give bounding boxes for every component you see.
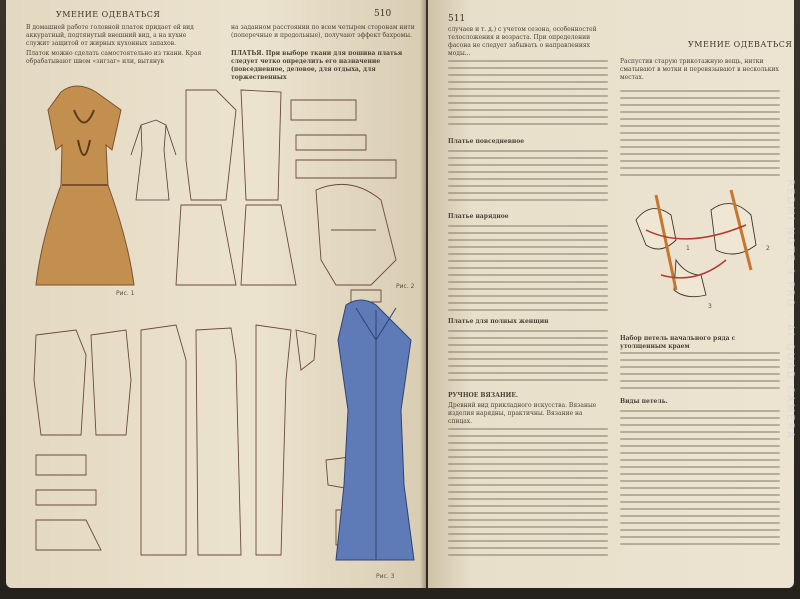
left-page — [6, 0, 426, 588]
vyazanie-text: Древний вид прикладного искусства. Вязаные изделия нарядны, практичны. Вязание на спицах. — [448, 402, 597, 425]
nabor-text-block — [620, 352, 780, 394]
vidy-text-block — [620, 410, 780, 550]
right-col1-text-block — [448, 60, 608, 130]
left-page-header: УМЕНИЕ ОДЕВАТЬСЯ — [56, 10, 161, 19]
watermark-line1: REDMI NOTE 9 PRO — [785, 179, 796, 309]
left-intro-text: В домашней работе головной платок придает ей вид аккуратный, подтянутый внешний вид, а на кухне служит защитой от жирных кухонных запахов. — [26, 24, 194, 47]
fig-3-label: Рис. 3 — [376, 573, 395, 580]
right-col1-intro: случаев и т. д.) с учетом сезона, особенностей телосложения и возраста. При определении фасона не следует забывать о направлениях моды... — [448, 26, 597, 57]
knit-fig-2-label: 2 — [766, 245, 770, 252]
dress-sketch-1 — [131, 120, 176, 200]
povsednevnoe-text-block — [448, 150, 608, 206]
vidy-heading: Виды петель. — [620, 398, 668, 405]
right-col2-text-block — [620, 90, 780, 181]
fig-2-label: Рис. 2 — [396, 283, 415, 290]
dress-figure-1 — [36, 86, 134, 285]
knit-fig-3-label: 3 — [708, 303, 712, 310]
camera-watermark: REDMI NOTE 9 PRO · AI QUAD CAMERA — [785, 179, 796, 440]
right-page-header: УМЕНИЕ ОДЕВАТЬСЯ — [688, 40, 793, 49]
left-platok-text: Платок можно сделать самостоятельно из ткани. Края обрабатывают швом «зигзаг» или, вытянув — [26, 50, 202, 65]
vyazanie-text-block — [448, 428, 608, 561]
knit-fig-1-label: 1 — [686, 245, 690, 252]
naryadnoe-heading: Платье нарядное — [448, 213, 509, 220]
polnyh-heading: Платье для полных женщин — [448, 318, 549, 325]
coat-figure-3 — [336, 300, 414, 560]
polnyh-text-block — [448, 330, 608, 386]
fig-1-label: Рис. 1 — [116, 290, 135, 297]
vyazanie-heading: РУЧНОЕ ВЯЗАНИЕ. — [448, 392, 518, 399]
left-platya-heading: ПЛАТЬЯ. При выборе ткани для пошива платья следует четко определить его назначение (повседневное, деловое, для отдыха, для торжественных — [231, 50, 403, 81]
right-col2-intro: Распустив старую трикотажную вещь, нитки сматывают в мотки и перевязывают в нескольких местах. — [620, 58, 779, 81]
pattern-blocks-lower — [34, 325, 376, 555]
pattern-blocks-upper — [176, 90, 396, 302]
povsednevnoe-heading: Платье повседневное — [448, 138, 525, 145]
right-page — [428, 0, 794, 588]
naryadnoe-text-block — [448, 225, 608, 316]
pattern-illustrations — [16, 80, 426, 585]
right-page-number: 511 — [448, 14, 466, 24]
knitting-illustration — [616, 180, 791, 315]
nabor-heading: Набор петель начального ряда с утолщенным краем — [620, 335, 736, 350]
watermark-line2: AI QUAD CAMERA — [785, 323, 796, 440]
left-page-number: 510 — [374, 9, 392, 19]
left-right-column-text: на заданном расстоянии по всем четырем сторонам нити (поперечные и продольные), получают эффект бахромы. — [231, 24, 415, 39]
